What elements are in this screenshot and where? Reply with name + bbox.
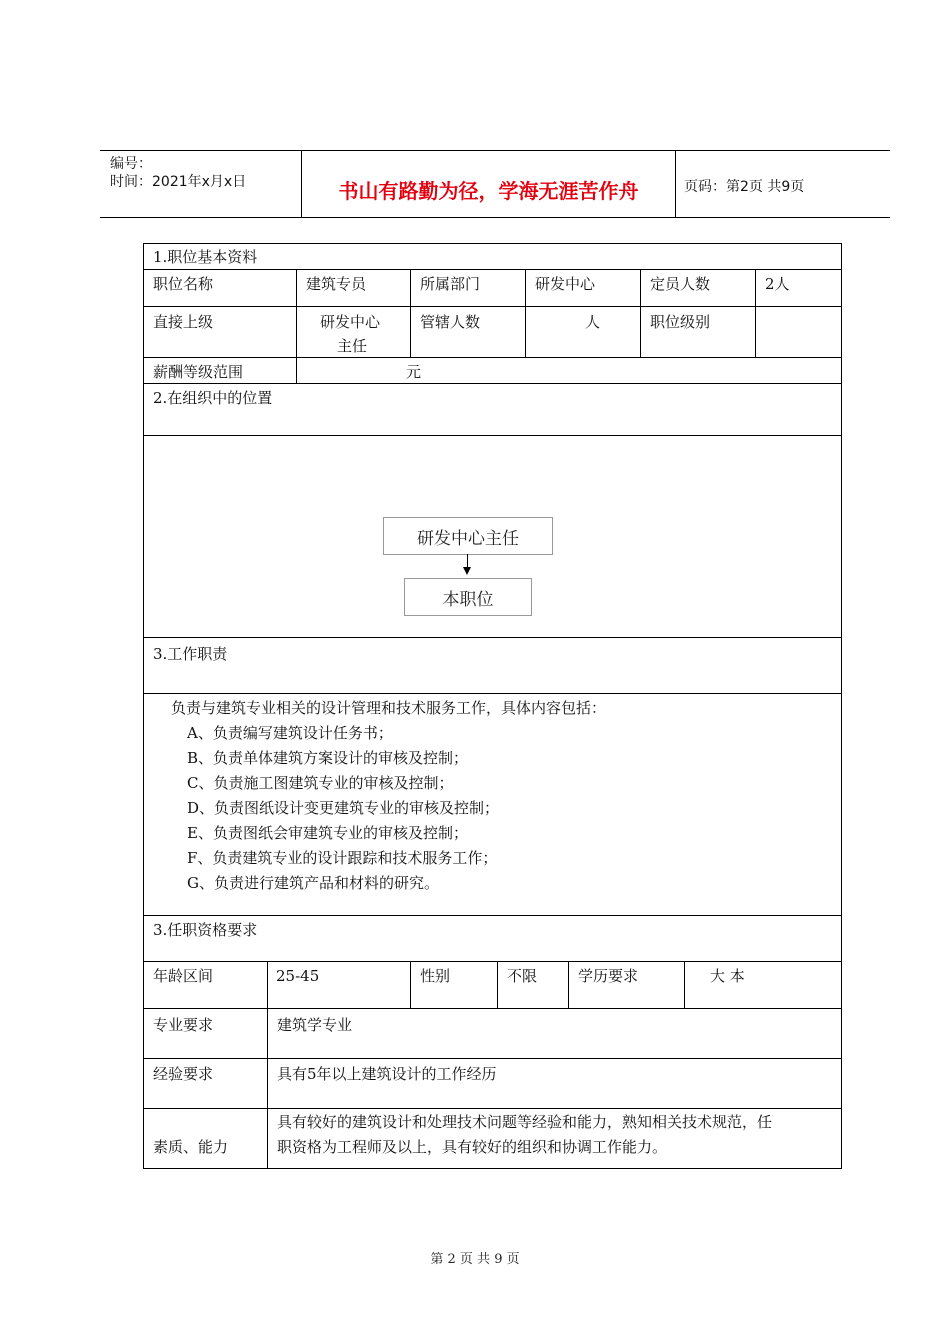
value-age: 25-45 (276, 967, 320, 985)
header-number-label: 编号： (110, 156, 152, 172)
rule (144, 915, 841, 916)
value-major: 建筑学专业 (277, 1016, 353, 1034)
rule (144, 1058, 841, 1059)
org-box-supervisor (383, 517, 553, 555)
rule (144, 357, 841, 358)
label-position: 职位名称 (153, 275, 214, 293)
rule (267, 961, 268, 1168)
label-superior: 直接上级 (153, 313, 214, 331)
value-dept: 研发中心 (535, 275, 596, 293)
rule (144, 693, 841, 694)
page-footer: 第 2 页 共 9 页 (430, 1252, 520, 1267)
value-superior-line1: 研发中心 (320, 313, 381, 331)
duty-item: A、负责编写建筑设计任务书； (187, 724, 393, 742)
value-salary: 元 (406, 363, 422, 381)
label-headcount: 定员人数 (650, 275, 711, 293)
arrow-down-icon (463, 567, 471, 575)
rule (144, 306, 841, 307)
rule (144, 269, 841, 270)
duty-item: E、负责图纸会审建筑专业的审核及控制； (187, 824, 468, 842)
value-experience: 具有5年以上建筑设计的工作经历 (277, 1065, 497, 1083)
header-motto-cell (302, 151, 676, 217)
value-education: 大 本 (710, 967, 745, 985)
label-level: 职位级别 (650, 313, 711, 331)
value-gender: 不限 (507, 967, 538, 985)
label-gender: 性别 (420, 967, 451, 985)
rule (144, 961, 841, 962)
rule (497, 961, 498, 1008)
rule (144, 1008, 841, 1009)
rule (568, 961, 569, 1008)
label-salary: 薪酬等级范围 (153, 363, 244, 381)
value-quality-line2: 职资格为工程师及以上，具有较好的组织和协调工作能力。 (277, 1138, 668, 1156)
value-quality-line1: 具有较好的建筑设计和处理技术问题等经验和能力，熟知相关技术规范，任 (277, 1113, 773, 1131)
header-page-code: 页码：第2页 共9页 (684, 179, 805, 195)
org-box-this-position (404, 578, 532, 616)
value-headcount: 2人 (765, 275, 790, 293)
job-description-form (143, 243, 842, 1169)
org-box-this-position-label: 本职位 (442, 589, 494, 610)
rule (640, 269, 641, 357)
rule (525, 269, 526, 357)
rule (144, 1108, 841, 1109)
label-education: 学历要求 (578, 967, 639, 985)
header-time-label: 时间：2021年x月x日 (110, 174, 247, 190)
duty-item: B、负责单体建筑方案设计的审核及控制； (187, 749, 469, 767)
header-motto: 书山有路勤为径，学海无涯苦作舟 (338, 179, 639, 203)
value-superior-line2: 主任 (337, 337, 368, 355)
header-meta-cell (100, 151, 302, 217)
section3-title: 3.工作职责 (153, 645, 228, 663)
rule (296, 269, 297, 383)
duty-item: C、负责施工图建筑专业的审核及控制； (187, 774, 454, 792)
value-subordinates: 人 (585, 313, 601, 331)
label-subordinates: 管辖人数 (420, 313, 481, 331)
label-experience: 经验要求 (153, 1065, 214, 1083)
org-box-supervisor-label: 研发中心主任 (417, 528, 519, 549)
duty-item: D、负责图纸设计变更建筑专业的审核及控制； (187, 799, 500, 817)
section4-title: 3.任职资格要求 (153, 921, 258, 939)
duties-intro: 负责与建筑专业相关的设计管理和技术服务工作，具体内容包括： (171, 699, 607, 717)
value-position: 建筑专员 (306, 275, 367, 293)
rule (144, 637, 841, 638)
label-quality: 素质、能力 (153, 1138, 229, 1156)
label-age: 年龄区间 (153, 967, 214, 985)
header-page-cell (676, 151, 890, 217)
label-dept: 所属部门 (420, 275, 481, 293)
duty-item: G、负责进行建筑产品和材料的研究。 (187, 874, 439, 892)
page-header (100, 150, 890, 218)
section2-title: 2.在组织中的位置 (153, 389, 273, 407)
rule (144, 383, 841, 384)
duty-item: F、负责建筑专业的设计跟踪和技术服务工作； (187, 849, 498, 867)
section1-title: 1.职位基本资料 (153, 248, 258, 266)
rule (684, 961, 685, 1008)
rule (410, 961, 411, 1008)
rule (755, 269, 756, 357)
label-major: 专业要求 (153, 1016, 214, 1034)
rule (144, 435, 841, 436)
rule (410, 269, 411, 357)
